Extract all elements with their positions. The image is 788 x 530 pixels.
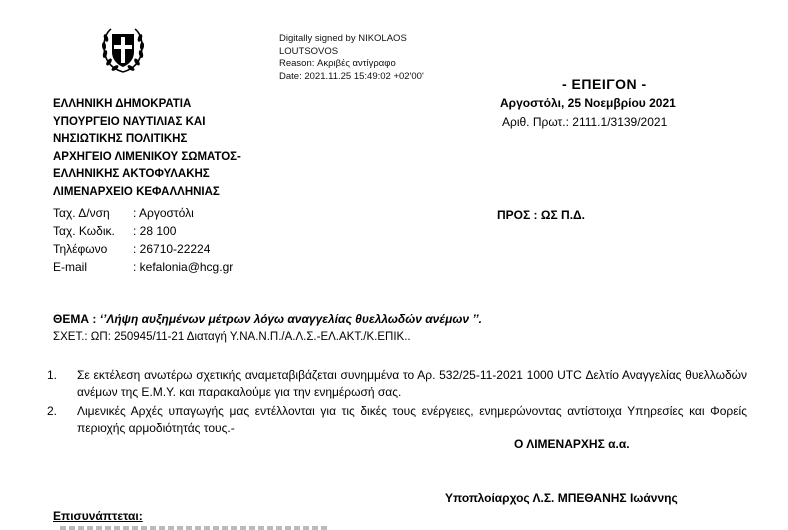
signature-line: LOUTSOVOS (279, 45, 339, 57)
list-item (45, 367, 747, 401)
contact-label: E-mail (53, 260, 88, 274)
cut-off-text-line (60, 526, 330, 530)
contact-value: : 26710-22224 (133, 242, 211, 256)
issuer-line: ΝΗΣΙΩΤΙΚΗΣ ΠΟΛΙΤΙΚΗΣ (53, 133, 188, 145)
issuer-block (53, 96, 241, 201)
issuer-line: ΥΠΟΥΡΓΕΙΟ ΝΑΥΤΙΛΙΑΣ ΚΑΙ (53, 115, 206, 128)
contact-label: Τηλέφωνο (53, 242, 108, 256)
place-date: Αργοστόλι, 25 Νοεμβρίου 2021 (500, 96, 676, 110)
item-text: Λιμενικές Αρχές υπαγωγής μας εντέλλονται για τις δικές τους ενέργειες, ενημερώνοντας αντίστοιχα Υπηρεσίες και Φορείς περιοχής αρμοδιότητάς τους.- (77, 404, 747, 435)
list-item (45, 403, 747, 437)
subject-label: ΘΕΜΑ : (53, 312, 100, 326)
attachments-label: Επισυνάπτεται: (53, 509, 143, 523)
subject-text: ‘’Λήψη αυξημένων μέτρων λόγω αναγγελίας θυελλωδών ανέμων ’’. (99, 312, 482, 326)
greek-coat-of-arms-icon (97, 24, 149, 76)
signatory-name: Υποπλοίαρχος Λ.Σ. ΜΠΕΘΑΝΗΣ Ιωάννης (445, 491, 678, 505)
issuer-line: ΛΙΜΕΝΑΡΧΕΙΟ ΚΕΦΑΛΛΗΝΙΑΣ (53, 185, 220, 198)
signature-line: Reason: Ακριβές αντίγραφο (279, 58, 396, 69)
recipient-line: ΠΡΟΣ : ΩΣ Π.Δ. (497, 208, 585, 222)
chief-title: Ο ΛΙΜΕΝΑΡΧΗΣ α.α. (514, 437, 630, 451)
contact-row (53, 258, 233, 276)
urgency-label: - ΕΠΕΙΓΟΝ - (562, 76, 647, 92)
subject-line (53, 312, 482, 326)
contact-value: : Αργοστόλι (133, 206, 194, 220)
issuer-line: ΕΛΛΗΝΙΚΗ ΔΗΜΟΚΡΑΤΙΑ (53, 98, 192, 110)
digital-signature-block (279, 33, 424, 83)
signature-line: Date: 2021.11.25 15:49:02 +02'00' (279, 70, 424, 82)
body-items (45, 367, 747, 439)
item-number: 2. (47, 404, 58, 418)
contact-label: Ταχ. Δ/νση (53, 206, 110, 220)
issuer-line: ΑΡΧΗΓΕΙΟ ΛΙΜΕΝΙΚΟΥ ΣΩΜΑΤΟΣ- (53, 150, 241, 163)
signature-line: Digitally signed by NIKOLAOS (279, 33, 407, 44)
contact-label: Ταχ. Κωδικ. (53, 224, 115, 238)
contact-row (53, 204, 233, 222)
item-number: 1. (47, 368, 58, 382)
item-text: Σε εκτέλεση ανωτέρω σχετικής αναμεταβιβάζεται συνημμένα το Αρ. 532/25-11-2021 1000 UTC Δελτίο Αναγγελίας θυελλωδών ανέμων της Ε.Μ.Υ. και παρακαλούμε για την ενημέρωσή σας. (77, 368, 747, 399)
contact-block (53, 204, 233, 276)
reference-line: ΣΧΕΤ.: ΩΠ: 250945/11-21 Διαταγή Υ.ΝΑ.Ν.Π./Α.Λ.Σ.-ΕΛ.ΑΚΤ./Κ.ΕΠΙΚ.. (53, 331, 411, 343)
protocol-number: Αριθ. Πρωτ.: 2111.1/3139/2021 (502, 115, 668, 129)
contact-row (53, 240, 233, 258)
contact-row (53, 222, 233, 240)
contact-email[interactable]: : kefalonia@hcg.gr (133, 260, 234, 274)
issuer-line: ΕΛΛΗΝΙΚΗΣ ΑΚΤΟΦΥΛΑΚΗΣ (53, 168, 210, 180)
contact-value: : 28 100 (133, 224, 177, 238)
